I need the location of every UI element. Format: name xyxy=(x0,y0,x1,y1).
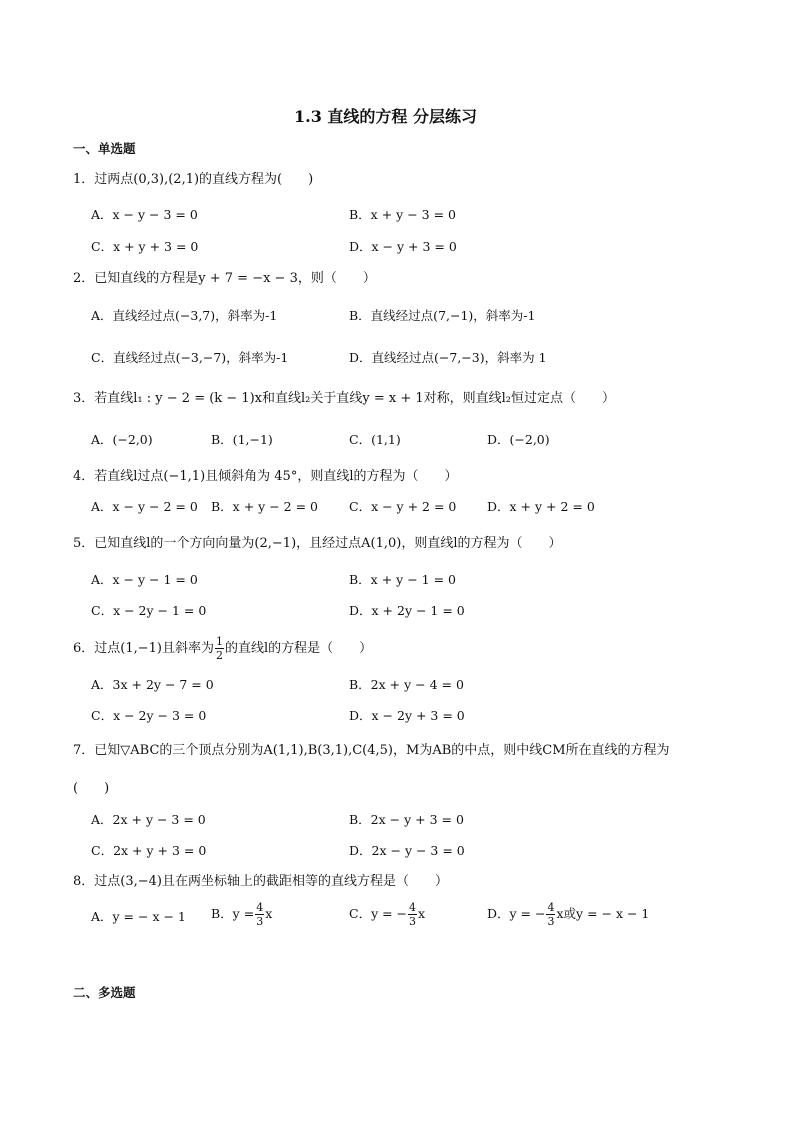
question-2-option-a: A．直线经过点(−3,7)，斜率为-1 xyxy=(91,308,278,323)
question-5-option-c: C．x − 2y − 1 = 0 xyxy=(91,603,207,618)
fraction-denominator: 3 xyxy=(256,915,264,928)
question-1-option-a: A．x − y − 3 = 0 xyxy=(91,207,198,222)
fraction-denominator: 2 xyxy=(215,649,223,662)
question-8-option-d xyxy=(487,902,649,927)
option-d-fraction xyxy=(546,902,555,927)
question-4-stem: 4．若直线l过点(−1,1)且倾斜角为 45°，则直线l的方程为（ ） xyxy=(73,469,458,484)
fraction-numerator: 4 xyxy=(409,901,417,914)
question-4-option-d: D．x + y + 2 = 0 xyxy=(487,499,595,514)
question-4-option-a: A．x − y − 2 = 0 xyxy=(91,499,198,514)
question-1-stem: 1．过两点(0,3),(2,1)的直线方程为( ) xyxy=(73,172,314,187)
question-1-option-b: B．x + y − 3 = 0 xyxy=(349,207,456,222)
question-5-option-b: B．x + y − 1 = 0 xyxy=(349,572,456,587)
question-6-stem-before: 6．过点(1,−1)且斜率为 xyxy=(73,641,214,656)
question-8-option-c xyxy=(349,902,425,927)
question-2-stem: 2．已知直线的方程是y + 7 = −x − 3，则（ ） xyxy=(73,271,376,286)
option-b-prefix: B．y = xyxy=(211,906,255,921)
question-7-option-b: B．2x − y + 3 = 0 xyxy=(349,812,464,827)
question-3-option-a: A．(−2,0) xyxy=(91,432,153,447)
section-heading-single-choice: 一、单选题 xyxy=(73,141,136,156)
question-6-option-a: A．3x + 2y − 7 = 0 xyxy=(91,677,214,692)
question-7-option-c: C．2x + y + 3 = 0 xyxy=(91,843,207,858)
option-d-suffix: x或y = − x − 1 xyxy=(556,906,650,921)
fraction-numerator: 4 xyxy=(547,901,555,914)
question-5-stem: 5．已知直线l的一个方向向量为(2,−1)，且经过点A(1,0)，则直线l的方程为（ ） xyxy=(73,536,562,551)
question-7-option-d: D．2x − y − 3 = 0 xyxy=(349,843,465,858)
question-6-option-c: C．x − 2y − 3 = 0 xyxy=(91,708,207,723)
fraction-denominator: 3 xyxy=(547,915,555,928)
option-c-prefix: C．y = − xyxy=(349,906,408,921)
page-title: 1.3 直线的方程 分层练习 xyxy=(294,107,477,126)
question-2-option-c: C．直线经过点(−3,−7)，斜率为-1 xyxy=(91,350,289,365)
question-6-option-b: B．2x + y − 4 = 0 xyxy=(349,677,464,692)
question-1-option-c: C．x + y + 3 = 0 xyxy=(91,239,199,254)
question-5-option-a: A．x − y − 1 = 0 xyxy=(91,572,198,587)
question-1-option-d: D．x − y + 3 = 0 xyxy=(349,239,457,254)
question-2-option-d: D．直线经过点(−7,−3)，斜率为 1 xyxy=(349,350,547,365)
question-4-option-c: C．x − y + 2 = 0 xyxy=(349,499,457,514)
question-2-option-b: B．直线经过点(7,−1)，斜率为-1 xyxy=(349,308,536,323)
fraction-numerator: 1 xyxy=(215,635,223,648)
option-b-fraction xyxy=(255,902,264,927)
question-3-option-d: D．(−2,0) xyxy=(487,432,550,447)
question-3-stem: 3．若直线l₁ : y − 2 = (k − 1)x和直线l₂关于直线y = x + 1对称，则直线l₂恒过定点（ ） xyxy=(73,391,615,406)
question-3-option-b: B．(1,−1) xyxy=(211,432,273,447)
question-8-option-a: A．y = − x − 1 xyxy=(91,909,186,924)
question-3-option-c: C．(1,1) xyxy=(349,432,401,447)
question-8-stem: 8．过点(3,−4)且在两坐标轴上的截距相等的直线方程是（ ） xyxy=(73,874,448,889)
question-6-option-d: D．x − 2y + 3 = 0 xyxy=(349,708,465,723)
fraction-numerator: 4 xyxy=(256,901,264,914)
question-4-option-b: B．x + y − 2 = 0 xyxy=(211,499,318,514)
option-c-suffix: x xyxy=(418,906,426,921)
question-5-option-d: D．x + 2y − 1 = 0 xyxy=(349,603,465,618)
question-6-slope-fraction xyxy=(215,636,224,661)
option-c-fraction xyxy=(408,902,417,927)
fraction-denominator: 3 xyxy=(409,915,417,928)
question-7-stem: 7．已知▽ABC的三个顶点分别为A(1,1),B(3,1),C(4,5)，M为AB的中点，则中线CM所在直线的方程为 xyxy=(73,743,670,758)
option-b-suffix: x xyxy=(265,906,273,921)
question-8-option-b xyxy=(211,902,272,927)
option-d-prefix: D．y = − xyxy=(487,906,546,921)
question-6-stem xyxy=(73,636,372,661)
section-heading-multiple-choice: 二、多选题 xyxy=(73,985,136,1000)
question-7-option-a: A．2x + y − 3 = 0 xyxy=(91,812,206,827)
question-6-stem-after: 的直线l的方程是（ ） xyxy=(224,641,373,656)
question-7-stem-line-2: ( ) xyxy=(73,781,110,796)
